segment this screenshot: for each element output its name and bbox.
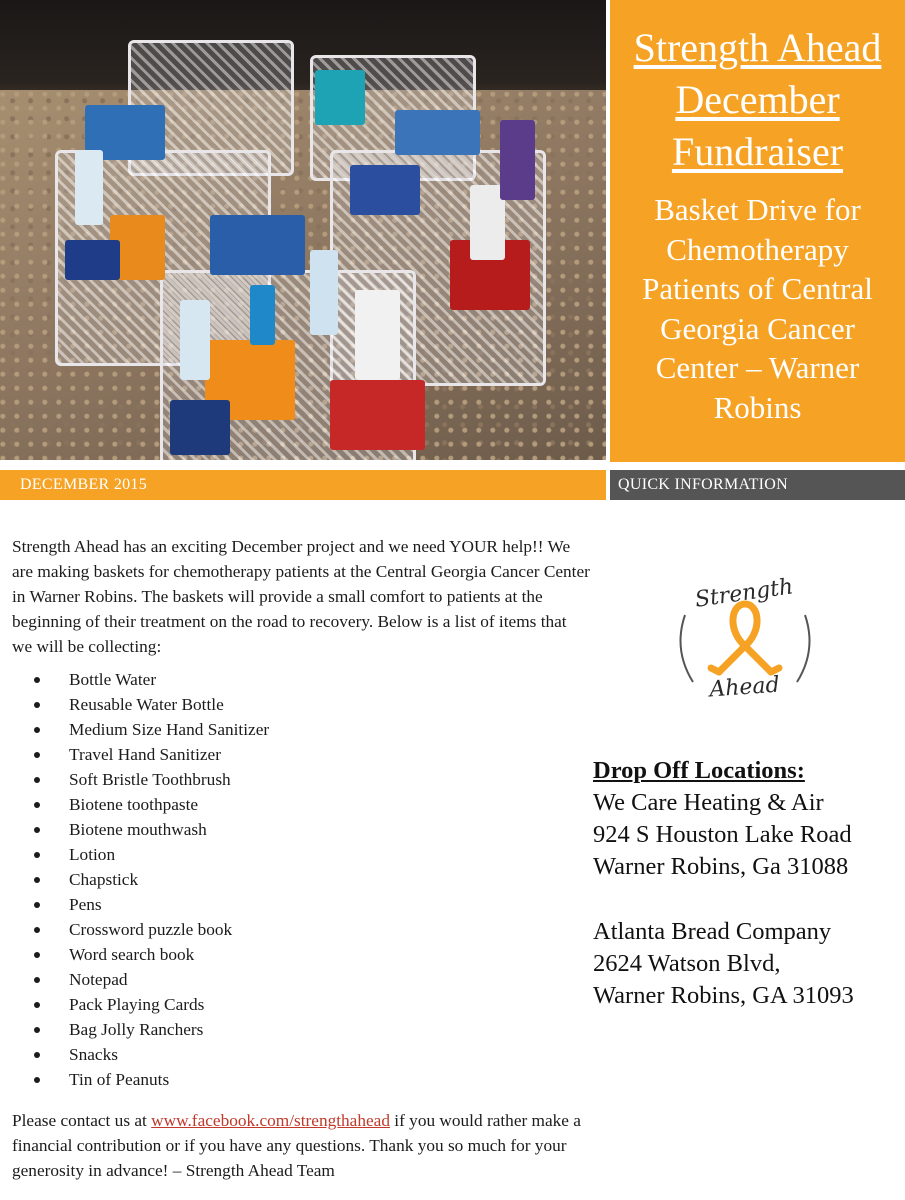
list-item-label: Notepad — [69, 970, 128, 989]
crossword-book — [395, 110, 480, 155]
drop-off-section — [593, 755, 898, 1012]
closing-text-after: if you would rather make a financial contribution or if you have any questions. Thank you so much for your generosity in advance! – Strength Ahead Team — [12, 1111, 581, 1180]
drop-off-heading: Drop Off Locations: — [593, 757, 805, 784]
bullet-icon — [34, 1077, 40, 1083]
bullet-icon — [34, 1027, 40, 1033]
list-item — [28, 1067, 568, 1092]
list-item — [28, 992, 568, 1017]
list-item-label: Soft Bristle Toothbrush — [69, 770, 231, 789]
list-item — [28, 917, 568, 942]
baskets-photo — [0, 0, 606, 460]
water-bottle — [310, 250, 338, 335]
logo-right-arc — [797, 615, 810, 682]
list-item-label: Biotene mouthwash — [69, 820, 207, 839]
blue-bottle — [250, 285, 275, 345]
list-item-label: Crossword puzzle book — [69, 920, 233, 939]
list-item-label: Word search book — [69, 945, 195, 964]
quick-info-bar: QUICK INFORMATION — [610, 470, 905, 500]
closing-paragraph — [12, 1108, 597, 1183]
location-city: Warner Robins, Ga 31088 — [593, 853, 849, 880]
location-street: 924 S Houston Lake Road — [593, 821, 852, 848]
ribbon-icon — [711, 604, 779, 672]
location-city: Warner Robins, GA 31093 — [593, 982, 854, 1009]
bullet-icon — [34, 702, 40, 708]
list-item-label: Bottle Water — [69, 670, 157, 689]
list-item-label: Pens — [69, 895, 102, 914]
bullet-icon — [34, 752, 40, 758]
list-item — [28, 717, 568, 742]
title-panel — [610, 0, 905, 462]
bullet-icon — [34, 777, 40, 783]
snack-bag — [170, 400, 230, 455]
logo-top-text: Strength — [693, 574, 795, 613]
water-bottle — [75, 150, 103, 225]
strength-ahead-logo — [655, 560, 835, 710]
list-item — [28, 692, 568, 717]
snack-bag — [330, 380, 425, 450]
page-title: Strength Ahead December Fundraiser — [633, 25, 882, 174]
list-item-label: Medium Size Hand Sanitizer — [69, 720, 270, 739]
location-name: We Care Heating & Air — [593, 789, 824, 816]
facebook-link[interactable]: www.facebook.com/strengthahead — [151, 1111, 390, 1130]
bullet-icon — [34, 977, 40, 983]
list-item — [28, 767, 568, 792]
list-item-label: Biotene toothpaste — [69, 795, 199, 814]
snack-bag — [65, 240, 120, 280]
bullet-icon — [34, 852, 40, 858]
location-name: Atlanta Bread Company — [593, 918, 832, 945]
collection-item-list — [28, 667, 568, 1092]
closing-text-before: Please contact us at — [12, 1111, 152, 1130]
teal-bag — [315, 70, 365, 125]
bullet-icon — [34, 952, 40, 958]
list-item — [28, 792, 568, 817]
location-street: 2624 Watson Blvd, — [593, 950, 781, 977]
logo-bottom-text: Ahead — [708, 672, 781, 703]
bullet-icon — [34, 1052, 40, 1058]
list-item-label: Chapstick — [69, 870, 139, 889]
date-bar: DECEMBER 2015 — [0, 470, 606, 500]
bullet-icon — [34, 902, 40, 908]
list-item-label: Bag Jolly Ranchers — [69, 1020, 204, 1039]
bullet-icon — [34, 802, 40, 808]
crossword-book — [210, 215, 305, 275]
list-item-label: Tin of Peanuts — [69, 1070, 170, 1089]
intro-paragraph: Strength Ahead has an exciting December project and we need YOUR help!! We are making baskets for chemotherapy patients at the Central Georgia Cancer Center in Warner Robins. The baskets will provide a small comfort to patients at the beginning of their treatment on the road to recovery. Below is a list of items that we will be collecting: — [12, 537, 590, 656]
bullet-icon — [34, 927, 40, 933]
list-item — [28, 842, 568, 867]
list-item-label: Travel Hand Sanitizer — [69, 745, 221, 764]
list-item — [28, 817, 568, 842]
list-item — [28, 967, 568, 992]
water-bottle — [180, 300, 210, 380]
bullet-icon — [34, 827, 40, 833]
list-item — [28, 1042, 568, 1067]
bullet-icon — [34, 677, 40, 683]
list-item-label: Lotion — [69, 845, 116, 864]
list-item-label: Pack Playing Cards — [69, 995, 205, 1014]
list-item — [28, 942, 568, 967]
mouthwash-bottle — [500, 120, 535, 200]
list-item — [28, 742, 568, 767]
page-subtitle: Basket Drive for Chemotherapy Patients of Central Georgia Cancer Center – Warner Robins — [642, 192, 873, 425]
list-item — [28, 1017, 568, 1042]
list-item — [28, 867, 568, 892]
list-item — [28, 892, 568, 917]
lotion-bottle — [355, 290, 400, 380]
logo-left-arc — [681, 615, 694, 682]
bullet-icon — [34, 877, 40, 883]
bullet-icon — [34, 1002, 40, 1008]
list-item-label: Snacks — [69, 1045, 118, 1064]
list-item — [28, 667, 568, 692]
jolly-rancher-bag — [350, 165, 420, 215]
bullet-icon — [34, 727, 40, 733]
list-item-label: Reusable Water Bottle — [69, 695, 224, 714]
